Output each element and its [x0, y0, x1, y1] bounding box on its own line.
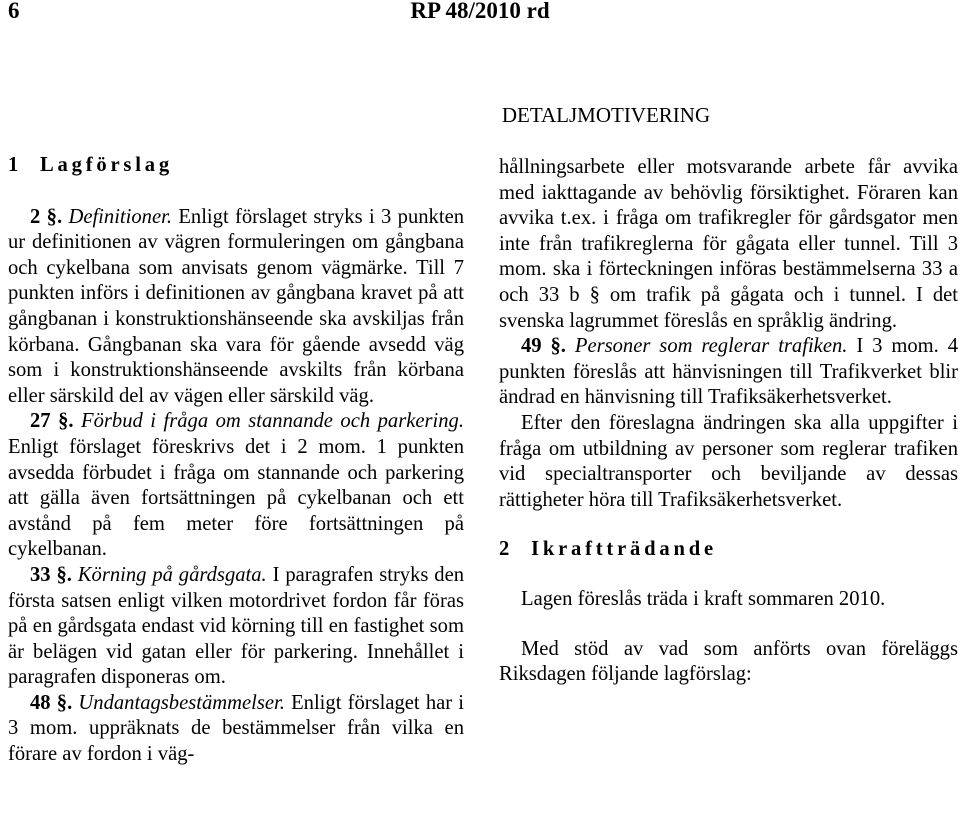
paragraph-2 — [8, 205, 464, 410]
heading-ikrafttradande — [499, 537, 958, 563]
paragraph-text: Enligt förslaget stryks i 3 punkten ur definitionen av vägren formuleringen om gångbana och cykelbana som anvisats genom vägmärke. Till 7 punkten införs i definitionen av gångbana kravet på att gångbanan i konstruktionshänseende ska avskiljas från körbana. Gångbanan ska vara för gående avsedd väg som i konstruktionshänseende avskilts från körbana eller särskild del av vägen eller särskild väg. — [8, 205, 465, 407]
paragraph-text: I paragrafen stryks den första satsen enligt vilken motordrivet fordon får föras på en gårdsgata endast vid körning till en fastighet som är belägen vid gatan eller för parkering. Innehållet i paragrafen disponeras om. — [8, 563, 465, 689]
heading-lagforslag — [8, 153, 464, 179]
paragraph-48 — [8, 691, 464, 768]
section-ref: 49 §. — [521, 335, 566, 358]
paragraph-33 — [8, 563, 464, 691]
section-ref: 27 §. — [30, 410, 74, 433]
paragraph-efter: Efter den föreslagna ändringen ska alla uppgifter i fråga om utbildning av personer som reglerar trafiken vid specialtransporter och beviljande av dessas rättigheter höra till Trafiksäkerhetsverket. — [499, 411, 958, 511]
right-column — [499, 155, 958, 688]
paragraph-text: Enligt förslaget föreskrivs det i 2 mom. 1 punkten avsedda förbudet i fråga om stannande och parkering att gälla även fortsättningen på cykelbanan och ett avstånd på fem meter före fortsättningen på cykelbanan. — [8, 435, 464, 561]
section-ref: 48 §. — [30, 691, 73, 714]
paragraph-text: I 3 mom. 4 punkten föreslås att hänvisningen till Trafikverket blir ändrad en hänvisning till Trafiksäkerhetsverket. — [499, 335, 959, 409]
heading-number: 2 — [499, 538, 510, 561]
paragraph-ikrafttradande: Lagen föreslås träda i kraft sommaren 2010. — [521, 587, 886, 610]
section-title-italic: Undantagsbestämmelser. — [78, 691, 285, 714]
paragraph-27 — [8, 409, 464, 563]
paragraph-48-continued: hållningsarbete eller motsvarande arbete får avvika med iakttagande av behövlig försiktighet. Föraren kan avvika t.ex. i fråga om trafikregler för gårdsgator men inte från trafikreglerna för gågata eller tunnel. Till 3 mom. ska i förteckningen införas bestämmelserna 33 a och 33 b § om trafik på gågata och i tunnel. I det svenska lagrummet föreslås en språklig ändring. — [499, 156, 958, 332]
heading-text: Ikraftträdande — [531, 538, 717, 561]
heading-number: 1 — [8, 154, 19, 176]
page-number: 6 — [8, 0, 20, 23]
heading-text: Lagförslag — [40, 154, 173, 176]
section-ref: 2 §. — [30, 205, 63, 228]
paragraph-stod: Med stöd av vad som anförts ovan föreläggs Riksdagen följande lagförslag: — [499, 637, 958, 686]
section-ref: 33 §. — [30, 563, 72, 586]
paragraph-49 — [499, 334, 958, 411]
left-column — [8, 153, 464, 768]
section-title-italic: Körning på gårdsgata. — [77, 563, 267, 586]
section-title: DETALJMOTIVERING — [501, 103, 711, 127]
section-title-italic: Förbud i fråga om stannande och parkering. — [81, 410, 465, 433]
paragraph-text: Enligt förslaget har i 3 mom. uppräknats de bestämmelser från vilka en förare av fordon i väg- — [8, 691, 465, 766]
document-reference: RP 48/2010 rd — [410, 0, 550, 23]
section-title-italic: Definitioner. — [68, 205, 172, 228]
section-title-italic: Personer som reglerar trafiken. — [574, 335, 848, 358]
